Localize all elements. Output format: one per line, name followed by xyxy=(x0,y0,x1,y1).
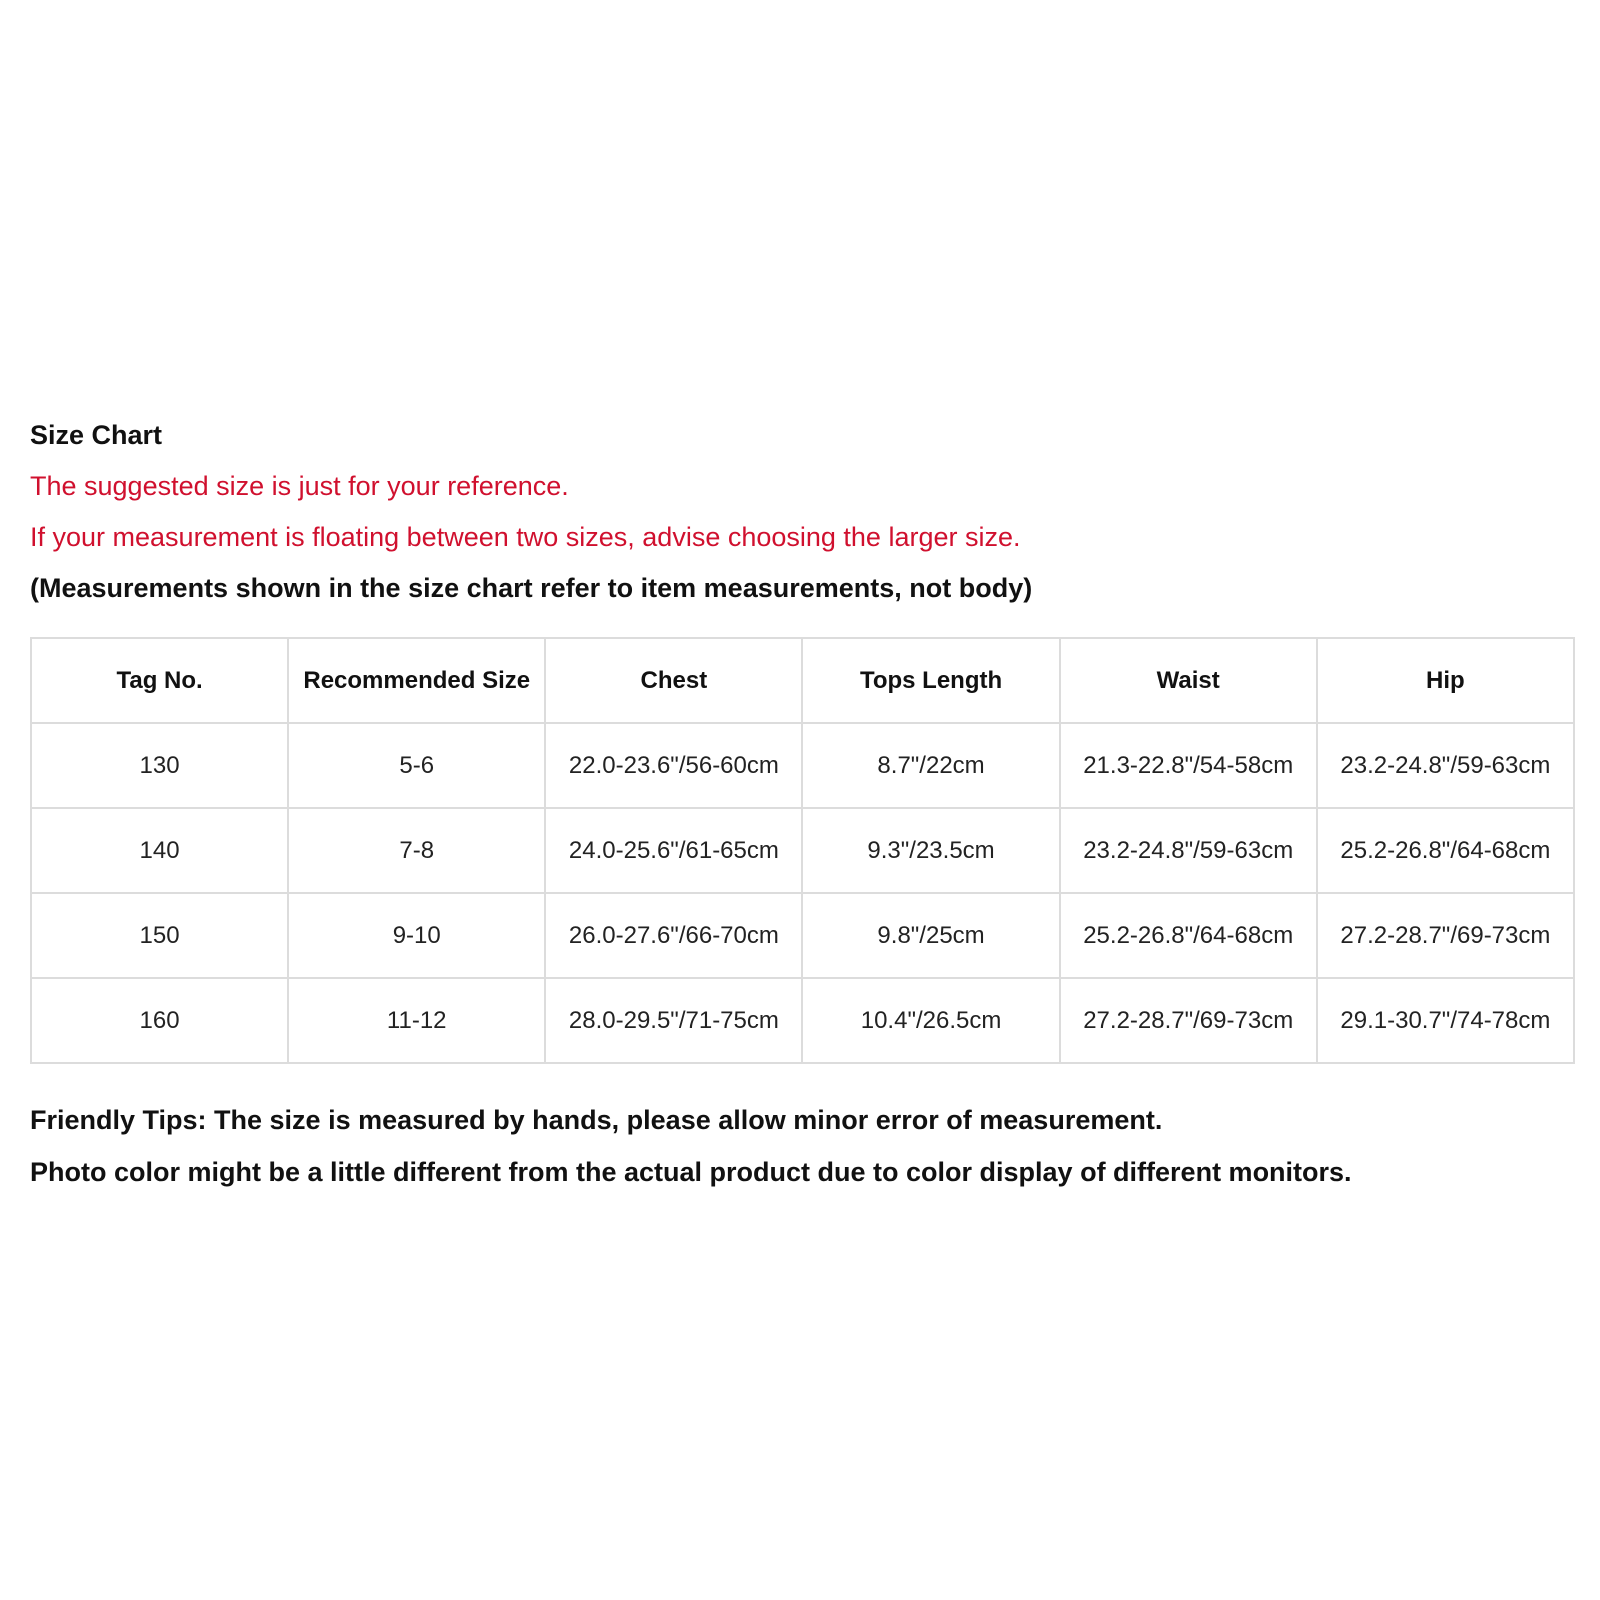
page-title: Size Chart xyxy=(30,420,163,450)
cell-chest: 24.0-25.6"/61-65cm xyxy=(545,808,802,893)
table-row xyxy=(31,808,1574,893)
cell-waist: 21.3-22.8"/54-58cm xyxy=(1060,723,1317,808)
cell-tops-length: 9.8"/25cm xyxy=(802,893,1059,978)
header-section xyxy=(30,420,1575,603)
cell-tops-length: 8.7"/22cm xyxy=(802,723,1059,808)
table-row xyxy=(31,978,1574,1063)
cell-chest: 22.0-23.6"/56-60cm xyxy=(545,723,802,808)
header-hip: Hip xyxy=(1317,638,1574,723)
cell-tops-length: 9.3"/23.5cm xyxy=(802,808,1059,893)
cell-tops-length: 10.4"/26.5cm xyxy=(802,978,1059,1063)
cell-hip: 29.1-30.7"/74-78cm xyxy=(1317,978,1574,1063)
header-waist: Waist xyxy=(1060,638,1317,723)
cell-tag-no: 140 xyxy=(31,808,288,893)
cell-hip: 23.2-24.8"/59-63cm xyxy=(1317,723,1574,808)
footer-tips xyxy=(30,1105,1575,1187)
cell-waist: 23.2-24.8"/59-63cm xyxy=(1060,808,1317,893)
table-row xyxy=(31,893,1574,978)
cell-hip: 27.2-28.7"/69-73cm xyxy=(1317,893,1574,978)
larger-size-advice: If your measurement is floating between two sizes, advise choosing the larger size. xyxy=(30,522,1021,552)
header-recommended-size: Recommended Size xyxy=(288,638,545,723)
header-tops-length: Tops Length xyxy=(802,638,1059,723)
size-table xyxy=(30,637,1575,1064)
cell-tag-no: 160 xyxy=(31,978,288,1063)
measurement-note: (Measurements shown in the size chart refer to item measurements, not body) xyxy=(30,573,1033,603)
cell-waist: 25.2-26.8"/64-68cm xyxy=(1060,893,1317,978)
cell-chest: 26.0-27.6"/66-70cm xyxy=(545,893,802,978)
friendly-tip: Friendly Tips: The size is measured by hands, please allow minor error of measurement. xyxy=(30,1105,1163,1135)
cell-hip: 25.2-26.8"/64-68cm xyxy=(1317,808,1574,893)
table-header-row xyxy=(31,638,1574,723)
header-chest: Chest xyxy=(545,638,802,723)
cell-recommended-size: 5-6 xyxy=(288,723,545,808)
cell-waist: 27.2-28.7"/69-73cm xyxy=(1060,978,1317,1063)
cell-tag-no: 130 xyxy=(31,723,288,808)
color-disclaimer: Photo color might be a little different from the actual product due to color display of different monitors. xyxy=(30,1157,1352,1187)
cell-recommended-size: 9-10 xyxy=(288,893,545,978)
cell-tag-no: 150 xyxy=(31,893,288,978)
reference-note: The suggested size is just for your reference. xyxy=(30,471,569,501)
cell-recommended-size: 7-8 xyxy=(288,808,545,893)
cell-recommended-size: 11-12 xyxy=(288,978,545,1063)
cell-chest: 28.0-29.5"/71-75cm xyxy=(545,978,802,1063)
header-tag-no: Tag No. xyxy=(31,638,288,723)
table-row xyxy=(31,723,1574,808)
